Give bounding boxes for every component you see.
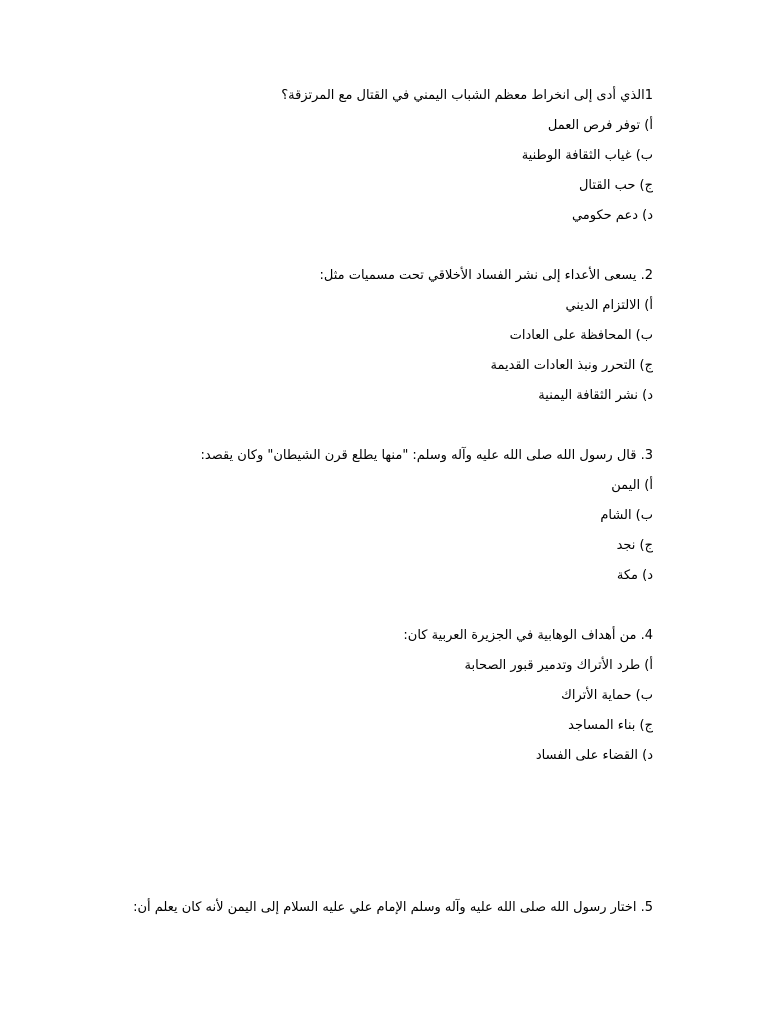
question-4-text: 4. من أهداف الوهابية في الجزيرة العربية كان: <box>403 628 653 643</box>
question-2-option-a: أ) الالتزام الديني <box>565 298 653 313</box>
question-4-option-d: د) القضاء على الفساد <box>535 748 653 763</box>
question-3-option-b: ب) الشام <box>600 508 653 523</box>
question-3-option-a: أ) اليمن <box>611 478 653 493</box>
question-1 <box>113 88 653 238</box>
question-3-option-c: ج) نجد <box>616 538 653 553</box>
question-3-option-d: د) مكة <box>616 568 653 583</box>
question-1-option-c: ج) حب القتال <box>578 178 653 193</box>
question-1-option-a: أ) توفر فرص العمل <box>547 118 653 133</box>
question-1-option-b: ب) غياب الثقافة الوطنية <box>521 148 653 163</box>
question-3-text: 3. قال رسول الله صلى الله عليه وآله وسلم: "منها يطلع قرن الشيطان" وكان يقصد: <box>200 448 653 463</box>
question-2 <box>113 268 653 418</box>
question-1-option-d: د) دعم حكومي <box>571 208 653 223</box>
question-2-option-d: د) نشر الثقافة اليمنية <box>538 388 653 403</box>
question-4-option-c: ج) بناء المساجد <box>568 718 653 733</box>
question-4 <box>113 628 653 778</box>
question-2-option-b: ب) المحافظة على العادات <box>509 328 653 343</box>
question-3 <box>113 448 653 598</box>
question-1-text: 1الذي أدى إلى انخراط معظم الشباب اليمني في القتال مع المرتزقة؟ <box>281 88 653 103</box>
question-2-option-c: ج) التحرر ونبذ العادات القديمة <box>490 358 653 373</box>
question-5-text: 5. اختار رسول الله صلى الله عليه وآله وسلم الإمام علي عليه السلام إلى اليمن لأنه كان يعلم أن: <box>133 900 653 915</box>
question-4-option-b: ب) حماية الأتراك <box>561 688 653 703</box>
question-2-text: 2. يسعى الأعداء إلى نشر الفساد الأخلاقي تحت مسميات مثل: <box>319 268 653 283</box>
question-4-option-a: أ) طرد الأتراك وتدمير قبور الصحابة <box>464 658 653 673</box>
